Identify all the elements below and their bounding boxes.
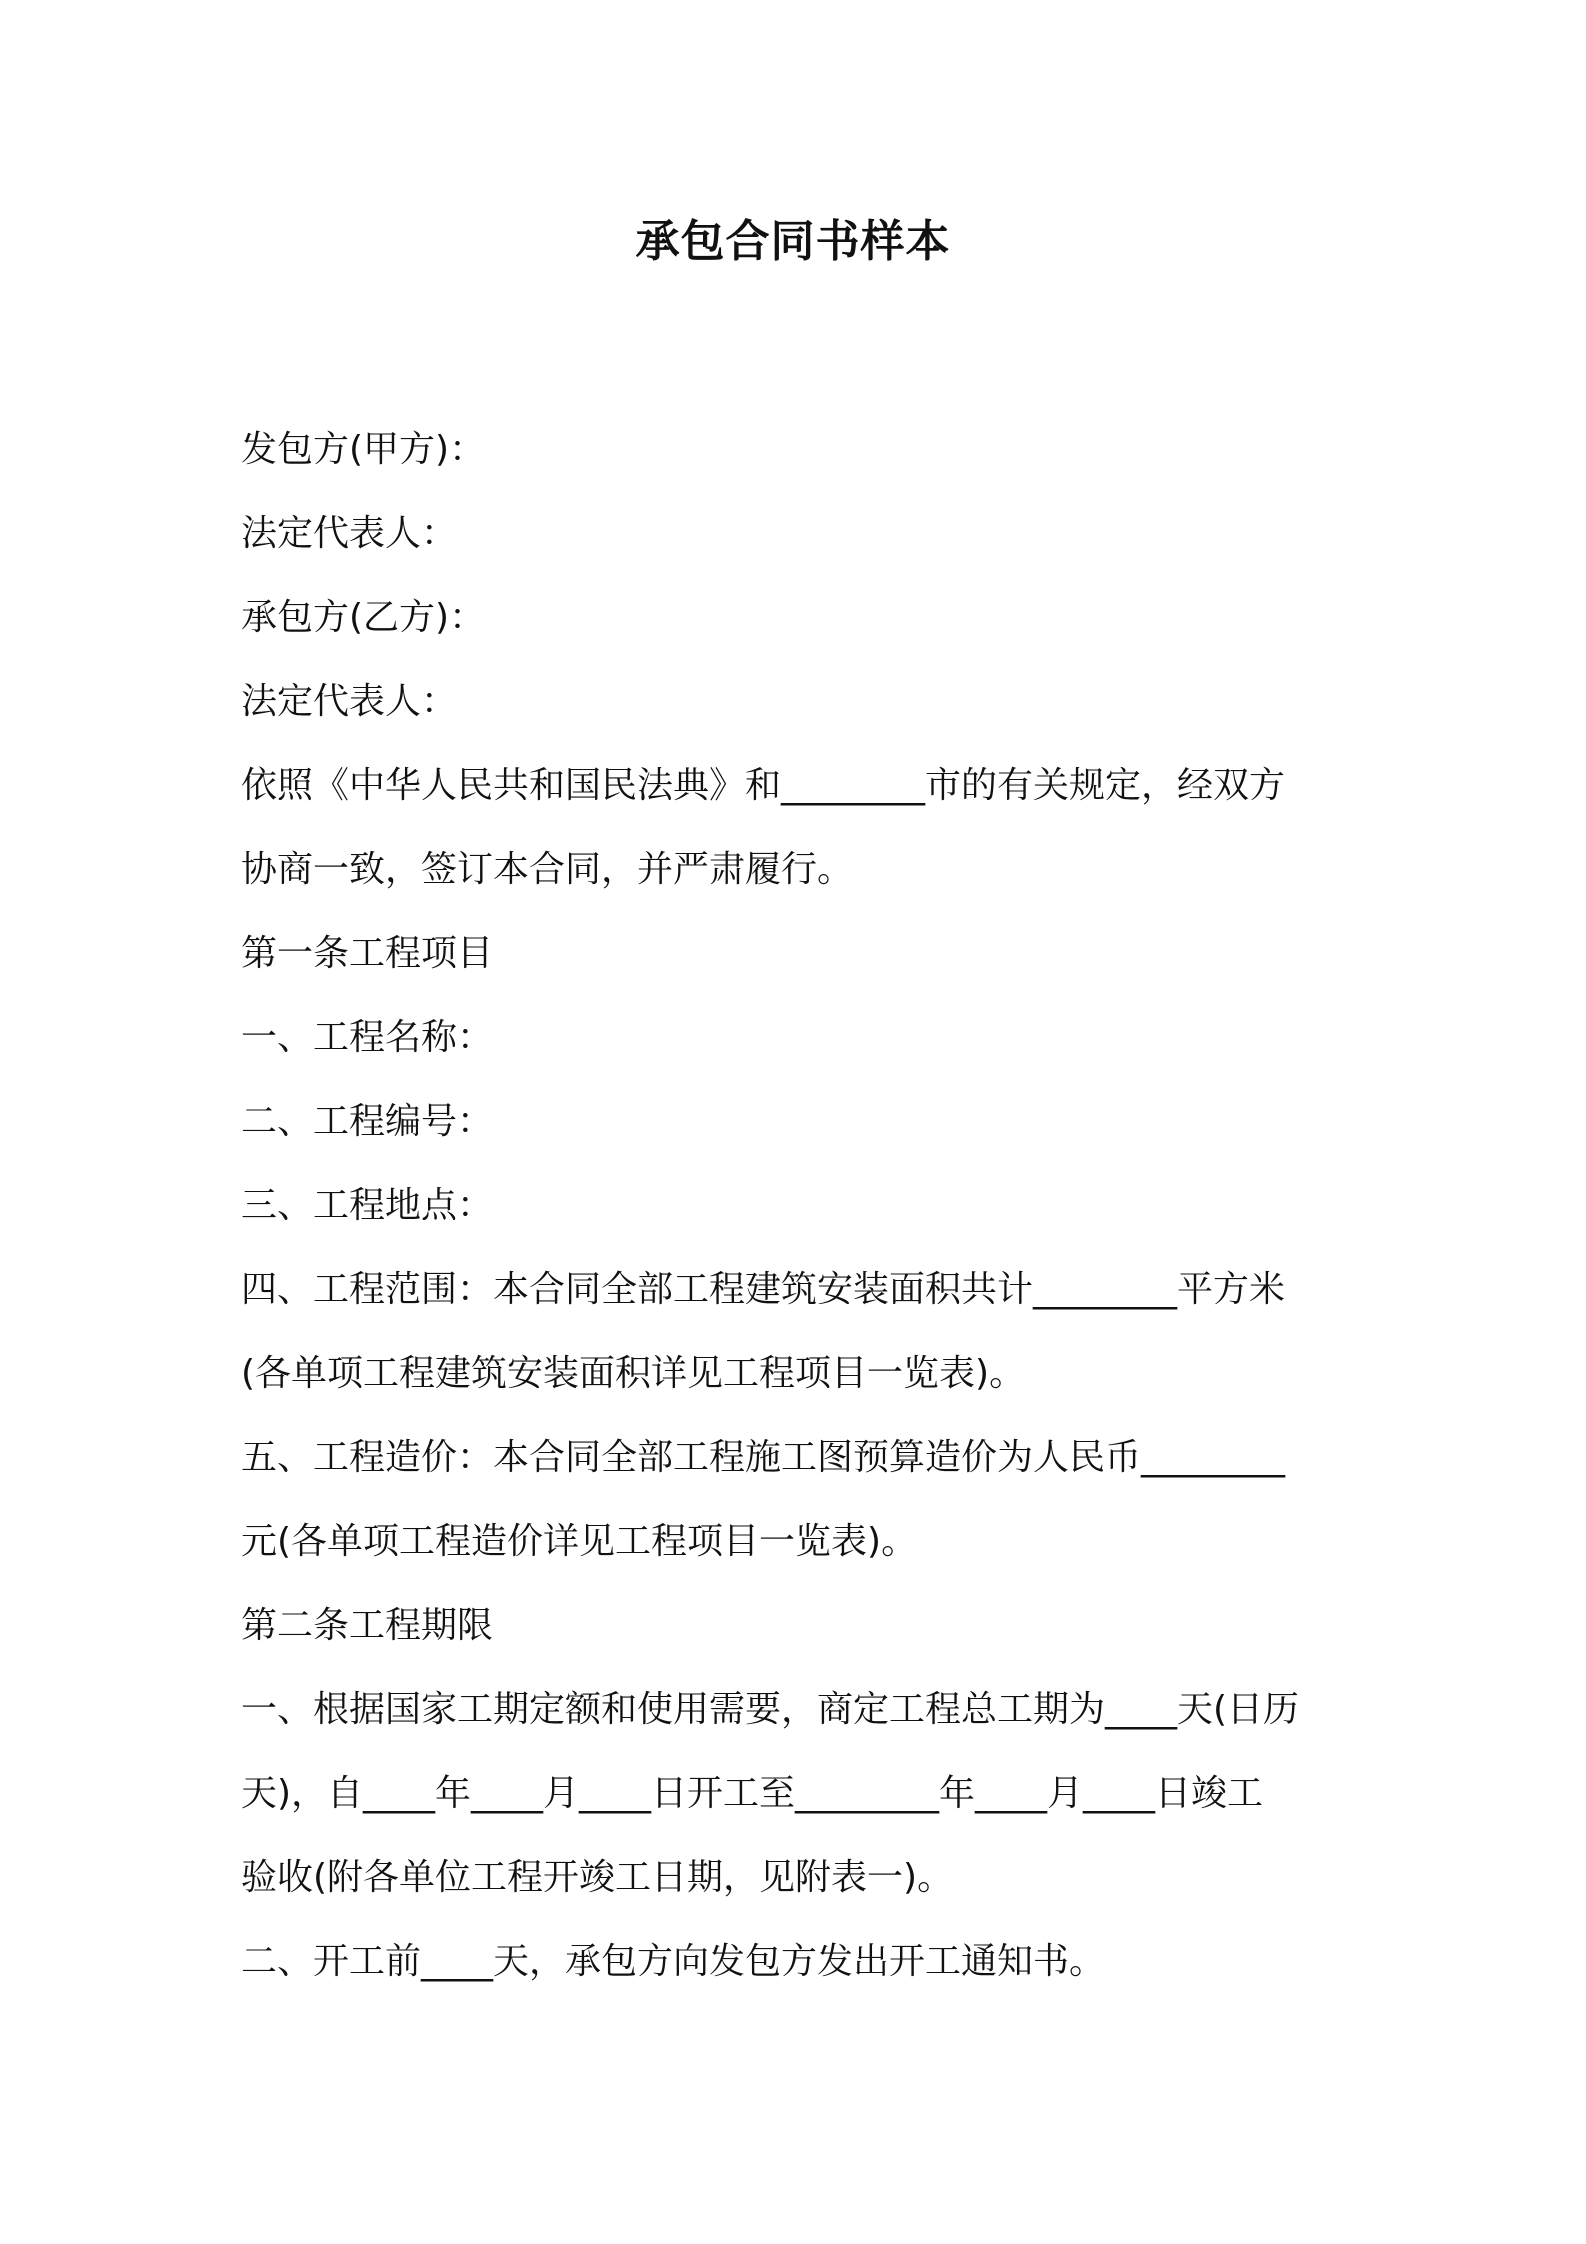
start-notice-line: 二、开工前____天，承包方向发包方发出开工通知书。 — [241, 1941, 1106, 1982]
document-body — [241, 408, 1351, 2004]
project-location-line: 三、工程地点： — [241, 1185, 494, 1226]
document-title: 承包合同书样本 — [635, 216, 951, 267]
duration-line-2: 天)，自____年____月____日开工至________年____月____日竣工 — [241, 1773, 1264, 1814]
preamble-line-2: 协商一致，签订本合同，并严肃履行。 — [241, 849, 854, 890]
party-b-representative-line: 法定代表人： — [241, 681, 458, 722]
project-scope-line-1: 四、工程范围：本合同全部工程建筑安装面积共计________平方米 — [241, 1269, 1286, 1310]
project-number-line: 二、工程编号： — [241, 1101, 494, 1142]
party-a-line: 发包方(甲方)： — [241, 429, 486, 470]
party-a-representative-line: 法定代表人： — [241, 513, 458, 554]
article-2-heading: 第二条工程期限 — [241, 1605, 494, 1646]
duration-line-1: 一、根据国家工期定额和使用需要，商定工程总工期为____天(日历 — [241, 1689, 1300, 1730]
preamble-line-1: 依照《中华人民共和国民法典》和________市的有关规定，经双方 — [241, 765, 1286, 806]
party-b-line: 承包方(乙方)： — [241, 597, 486, 638]
project-cost-line-1: 五、工程造价：本合同全部工程施工图预算造价为人民币________ — [241, 1437, 1286, 1478]
project-cost-line-2: 元(各单项工程造价详见工程项目一览表)。 — [241, 1521, 918, 1562]
duration-line-3: 验收(附各单位工程开竣工日期，见附表一)。 — [241, 1857, 954, 1898]
project-name-line: 一、工程名称： — [241, 1017, 494, 1058]
project-scope-line-2: (各单项工程建筑安装面积详见工程项目一览表)。 — [241, 1353, 1026, 1394]
article-1-heading: 第一条工程项目 — [241, 933, 494, 974]
